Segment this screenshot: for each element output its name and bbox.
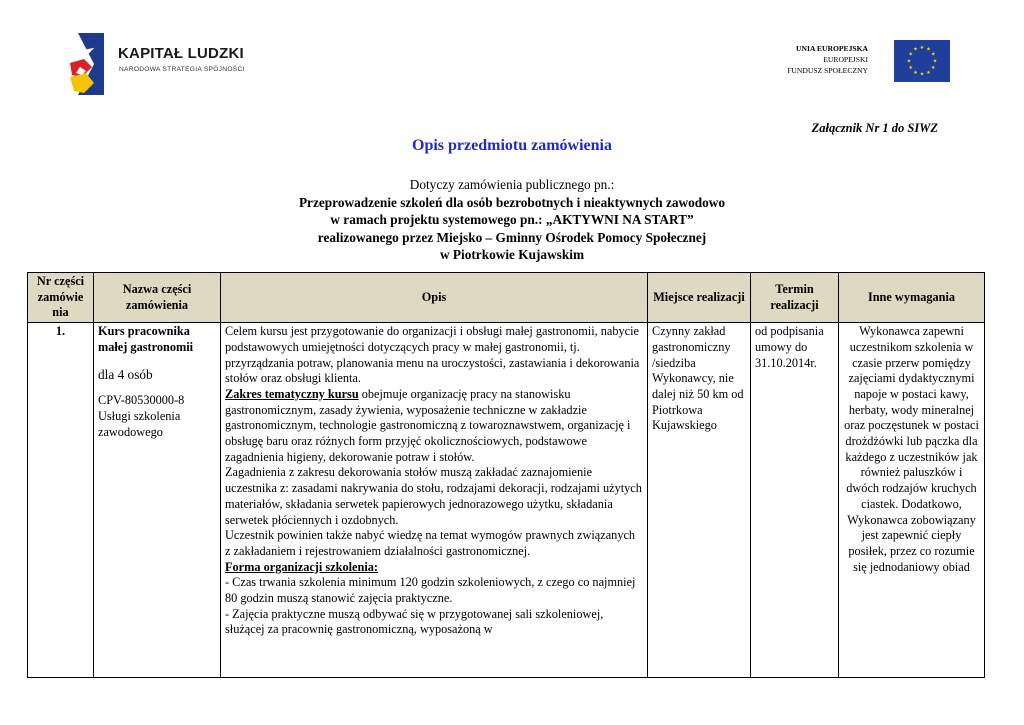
svg-text:★: ★ — [926, 46, 931, 53]
svg-text:★: ★ — [919, 45, 925, 51]
kapital-ludzki-subtitle: NARODOWA STRATEGIA SPÓJNOŚCI — [119, 66, 245, 73]
cell-place: Czynny zakład gastronomiczny /siedziba Wykonawcy, nie dalej niż 50 km od Piotrkowa Kujawskiego — [648, 323, 751, 678]
intro-line-3: w ramach projektu systemowego pn.: „AKTYWNI NA START” — [330, 212, 694, 227]
desc-paragraph-4: Uczestnik powinien także nabyć wiedzę na temat wymogów prawnych związanych z zakładaniem i rejestrowaniem działalności gastronomicznej. — [225, 528, 636, 558]
cell-term: od podpisania umowy do 31.10.2014r. — [751, 323, 839, 678]
svg-text:★: ★ — [913, 69, 918, 76]
kapital-ludzki-title: KAPITAŁ LUDZKI — [118, 45, 244, 62]
svg-text:★: ★ — [931, 65, 936, 71]
header-part-name: Nazwa części zamówienia — [94, 273, 221, 323]
course-cpv: CPV-80530000-8 Usługi szkolenia zawodowego — [98, 393, 185, 439]
cell-other-requirements: Wykonawca zapewni uczestnikom szkolenia w czasie przerw pomiędzy zajęciami dydaktycznymi napoje w postaci kawy, herbaty, wody mineralnej oraz poczęstunek w postaci drożdżówki lub pączka dla każdego z uczestników jak również paluszków i dwóch rodzajów kruchych ciastek. Dodatkowo, Wykonawca zobowiązany jest zapewnić ciepły posiłek, przez co rozumie się jednodaniowy obiad — [839, 323, 985, 678]
desc-heading-form: Forma organizacji szkolenia: — [225, 559, 378, 574]
svg-text:★: ★ — [906, 58, 912, 65]
kapital-ludzki-emblem-icon — [70, 33, 116, 95]
svg-text:★: ★ — [926, 69, 931, 76]
desc-paragraph-2: Zakres tematyczny kursu obejmuje organizację pracy na stanowisku gastronomicznym, zasady żywienia, wyposażenie techniczne w zakładzie gastronomicznym, technologie gastronomiczną z towaroznawstwem, organizację i obsługę baru oraz różnych form przyjęć okolicznościowych, podstawowe zagadnienia higieny, dekorowanie potraw i stołów. — [225, 386, 631, 464]
header-place: Miejsce realizacji — [648, 273, 751, 323]
intro-block — [0, 176, 1024, 264]
header-other: Inne wymagania — [839, 273, 985, 323]
desc-heading-scope: Zakres tematyczny kursu — [225, 386, 359, 401]
kapital-ludzki-logo — [70, 33, 260, 95]
document-title: Opis przedmiotu zamówienia — [412, 137, 612, 154]
course-name: Kurs pracownika małej gastronomii — [98, 324, 194, 354]
cell-description — [221, 323, 648, 678]
svg-text:★: ★ — [908, 65, 913, 71]
desc-paragraph-6: - Zajęcia praktyczne muszą odbywać się w przygotowanej sali szkoleniowej, służącej za pracownię gastronomiczną, wyposażoną w — [225, 606, 604, 637]
table-header-row — [28, 273, 985, 323]
cell-part-no: 1. — [28, 323, 94, 678]
intro-line-1: Dotyczy zamówienia publicznego pn.: — [409, 177, 615, 192]
eu-logo-text — [760, 43, 868, 76]
course-persons: dla 4 osób — [98, 366, 153, 382]
svg-text:★: ★ — [919, 71, 925, 78]
svg-text:★: ★ — [908, 51, 913, 58]
eu-fund-line2: FUNDUSZ SPOŁECZNY — [787, 66, 868, 75]
eu-name: UNIA EUROPEJSKA — [796, 44, 868, 53]
cell-part-name — [94, 323, 221, 678]
header-desc: Opis — [221, 273, 648, 323]
desc-paragraph-1: Celem kursu jest przygotowanie do organizacji i obsługi małej gastronomii, nabycie podstawowych umiejętności dotyczących pracy w małej gastronomii, tj. przyrządzania potraw, planowania menu na uroczystości, zastawiania i dekorowania stołów oraz obsługi klienta. — [225, 324, 640, 386]
table-row — [28, 323, 985, 678]
header-part-no: Nr części zamówie nia — [28, 273, 94, 323]
svg-text:★: ★ — [932, 58, 938, 65]
order-table — [27, 272, 985, 678]
intro-line-5: w Piotrkowie Kujawskim — [439, 247, 585, 262]
intro-line-2: Przeprowadzenie szkoleń dla osób bezrobotnych i nieaktywnych zawodowo — [298, 194, 726, 210]
svg-text:★: ★ — [913, 46, 918, 53]
eu-fund-line1: EUROPEJSKI — [823, 55, 868, 64]
intro-line-4: realizowanego przez Miejsko – Gminny Ośrodek Pomocy Społecznej — [317, 229, 707, 245]
svg-text:★: ★ — [931, 51, 936, 58]
eu-flag-icon — [894, 40, 950, 82]
desc-paragraph-3: Zagadnienia z zakresu dekorowania stołów muszą zakładać zaznajomienie uczestnika z: zasadami nakrywania do stołu, rodzajami dekoracji, rodzajami użytych materiałów, składania serwetek papierowych jednorazowego użytku, składania serwetek płóciennych i ozdobnych. — [225, 465, 642, 527]
desc-paragraph-5: - Czas trwania szkolenia minimum 120 godzin szkoleniowych, z czego co najmniej 80 godzin muszą stanowić zajęcia praktyczne. — [225, 575, 636, 606]
annex-label: Załącznik Nr 1 do SIWZ — [811, 121, 938, 135]
header-term: Termin realizacji — [751, 273, 839, 323]
